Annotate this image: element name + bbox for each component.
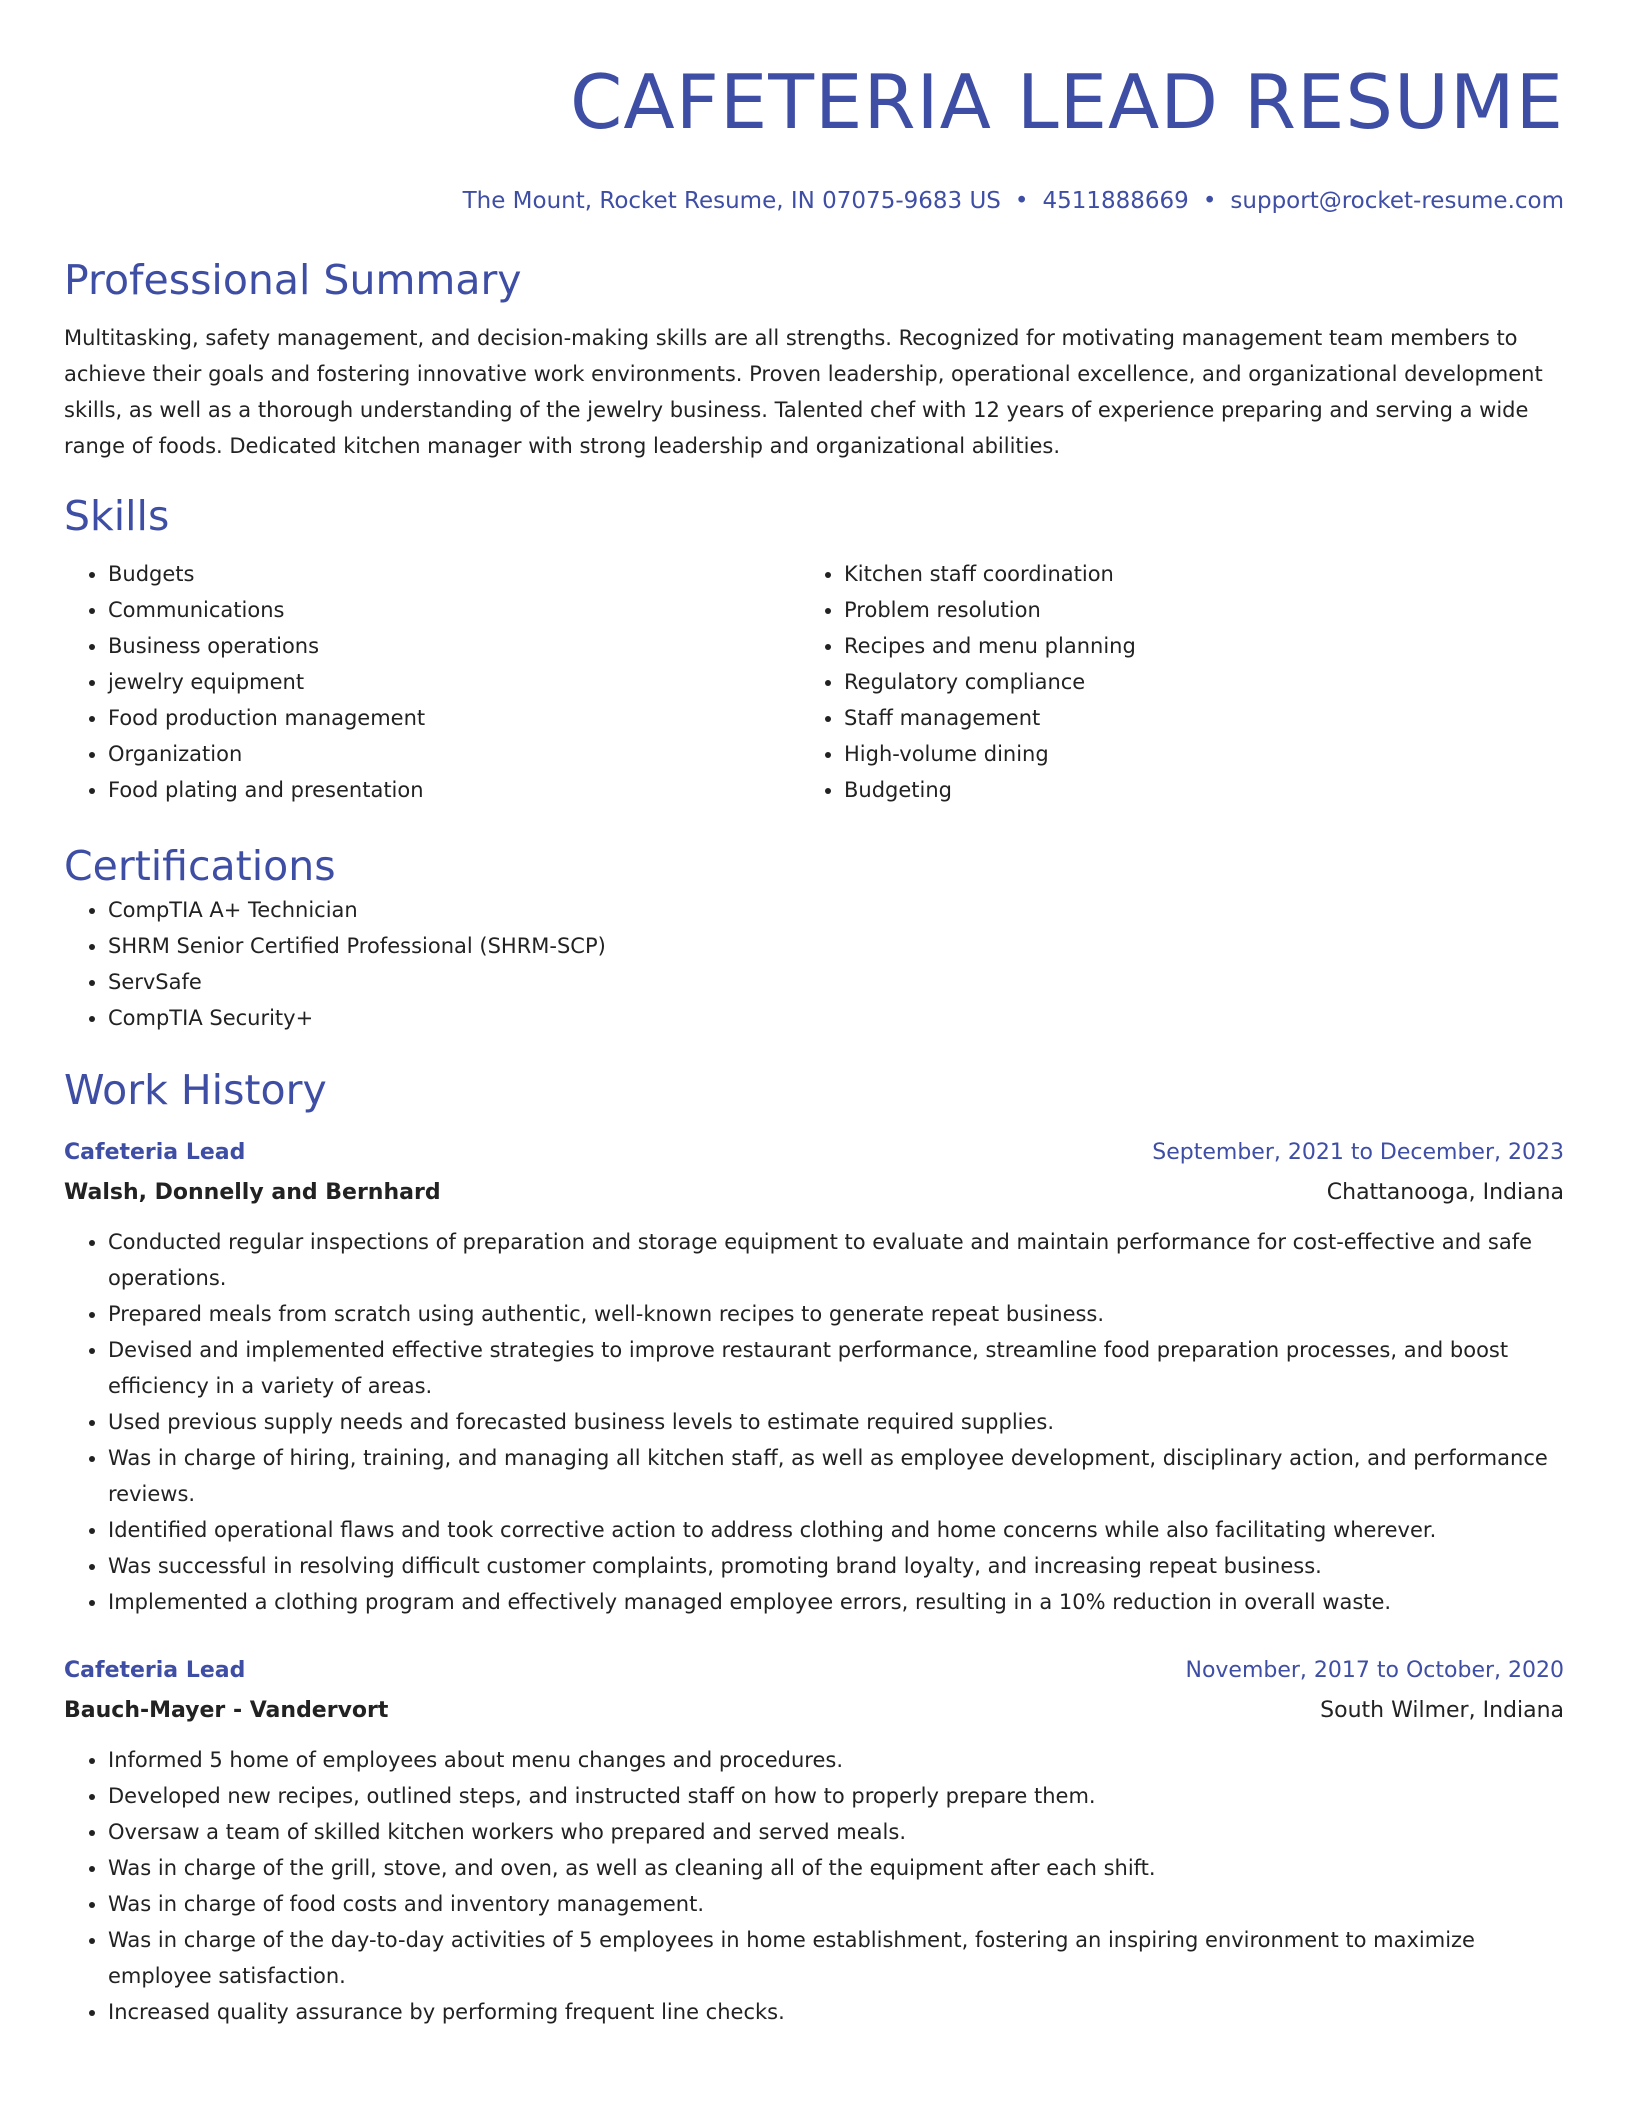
contact-separator: • xyxy=(1014,188,1029,214)
job-company-row xyxy=(64,1178,1564,1208)
job-duty: • Informed 5 home of employees about menu changes and procedures. xyxy=(108,1742,1564,1778)
skill-item: • Business operations xyxy=(108,628,800,664)
skill-item: • Staff management xyxy=(844,700,1536,736)
skill-item: • Recipes and menu planning xyxy=(844,628,1536,664)
job-duty: • Implemented a clothing program and effectively managed employee errors, resulting in a 10% reduction in overall waste. xyxy=(108,1584,1564,1620)
job-duty: • Was successful in resolving difficult customer complaints, promoting brand loyalty, and increasing repeat business. xyxy=(108,1548,1564,1584)
job-title-row xyxy=(64,1656,1564,1686)
job-duties-list xyxy=(64,1742,1564,2030)
job-duty: • Increased quality assurance by performing frequent line checks. xyxy=(108,1994,1564,2030)
job-entry xyxy=(64,1656,1564,2030)
job-duty: • Was in charge of food costs and inventory management. xyxy=(108,1886,1564,1922)
job-location: South Wilmer, Indiana xyxy=(1320,1698,1564,1723)
job-duty: • Devised and implemented effective strategies to improve restaurant performance, streamline food preparation processes, and boost efficiency in a variety of areas. xyxy=(108,1332,1564,1404)
certification-item: • CompTIA A+ Technician xyxy=(108,892,1564,928)
skill-item: • Problem resolution xyxy=(844,592,1536,628)
job-title: Cafeteria Lead xyxy=(64,1140,246,1165)
certification-item: • CompTIA Security+ xyxy=(108,1000,1564,1036)
job-dates: November, 2017 to October, 2020 xyxy=(1185,1658,1564,1683)
job-duties-list xyxy=(64,1224,1564,1620)
contact-separator: • xyxy=(1202,188,1217,214)
job-location: Chattanooga, Indiana xyxy=(1326,1180,1564,1205)
job-duty: • Conducted regular inspections of preparation and storage equipment to evaluate and maintain performance for cost-effective and safe operations. xyxy=(108,1224,1564,1296)
job-title: Cafeteria Lead xyxy=(64,1658,246,1683)
skills-list xyxy=(64,556,1564,808)
skills-column-right xyxy=(800,556,1536,808)
certifications-heading: Certifications xyxy=(64,842,336,890)
certification-item: • SHRM Senior Certified Professional (SHRM-SCP) xyxy=(108,928,1564,964)
skill-item: • Budgeting xyxy=(844,772,1536,808)
skill-item: • High-volume dining xyxy=(844,736,1536,772)
contact-email[interactable]: support@rocket-resume.com xyxy=(1230,188,1564,214)
job-duty: • Was in charge of hiring, training, and managing all kitchen staff, as well as employee development, disciplinary action, and performance reviews. xyxy=(108,1440,1564,1512)
work-history-heading: Work History xyxy=(64,1066,327,1114)
job-duty: • Was in charge of the grill, stove, and oven, as well as cleaning all of the equipment after each shift. xyxy=(108,1850,1564,1886)
skill-item: • jewelry equipment xyxy=(108,664,800,700)
job-duty: • Identified operational flaws and took corrective action to address clothing and home concerns while also facilitating wherever. xyxy=(108,1512,1564,1548)
job-title-row xyxy=(64,1138,1564,1168)
job-duty: • Used previous supply needs and forecasted business levels to estimate required supplies. xyxy=(108,1404,1564,1440)
skills-column-left xyxy=(64,556,800,808)
job-company: Bauch-Mayer - Vandervort xyxy=(64,1698,389,1723)
job-entry xyxy=(64,1138,1564,1620)
contact-phone[interactable]: 4511888669 xyxy=(1042,188,1189,214)
certifications-list xyxy=(64,892,1564,1036)
job-duty: • Prepared meals from scratch using authentic, well-known recipes to generate repeat business. xyxy=(108,1296,1564,1332)
job-duty: • Was in charge of the day-to-day activities of 5 employees in home establishment, fostering an inspiring environment to maximize employee satisfaction. xyxy=(108,1922,1564,1994)
resume-header xyxy=(64,52,1564,216)
skill-item: • Regulatory compliance xyxy=(844,664,1536,700)
skill-item: • Communications xyxy=(108,592,800,628)
job-company: Walsh, Donnelly and Bernhard xyxy=(64,1180,441,1205)
contact-address: The Mount, Rocket Resume, IN 07075-9683 US xyxy=(462,188,1001,214)
skill-item: • Food plating and presentation xyxy=(108,772,800,808)
skill-item: • Kitchen staff coordination xyxy=(844,556,1536,592)
job-duty: • Oversaw a team of skilled kitchen workers who prepared and served meals. xyxy=(108,1814,1564,1850)
contact-line xyxy=(64,186,1564,216)
summary-heading: Professional Summary xyxy=(64,256,522,304)
skill-item: • Food production management xyxy=(108,700,800,736)
job-company-row xyxy=(64,1696,1564,1726)
job-dates: September, 2021 to December, 2023 xyxy=(1152,1140,1564,1165)
certification-item: • ServSafe xyxy=(108,964,1564,1000)
summary-text: Multitasking, safety management, and decision-making skills are all strengths. Recognized for motivating management team members to achieve their goals and fostering innovative work environments. Proven leadership, operational excellence, and organizational development skills, as well as a thorough understanding of the jewelry business. Talented chef with 12 years of experience preparing and serving a wide range of foods. Dedicated kitchen manager with strong leadership and organizational abilities. xyxy=(64,326,1543,458)
job-duty: • Developed new recipes, outlined steps, and instructed staff on how to properly prepare them. xyxy=(108,1778,1564,1814)
skill-item: • Budgets xyxy=(108,556,800,592)
resume-title: CAFETERIA LEAD RESUME xyxy=(570,58,1564,146)
skills-heading: Skills xyxy=(64,492,170,540)
skill-item: • Organization xyxy=(108,736,800,772)
